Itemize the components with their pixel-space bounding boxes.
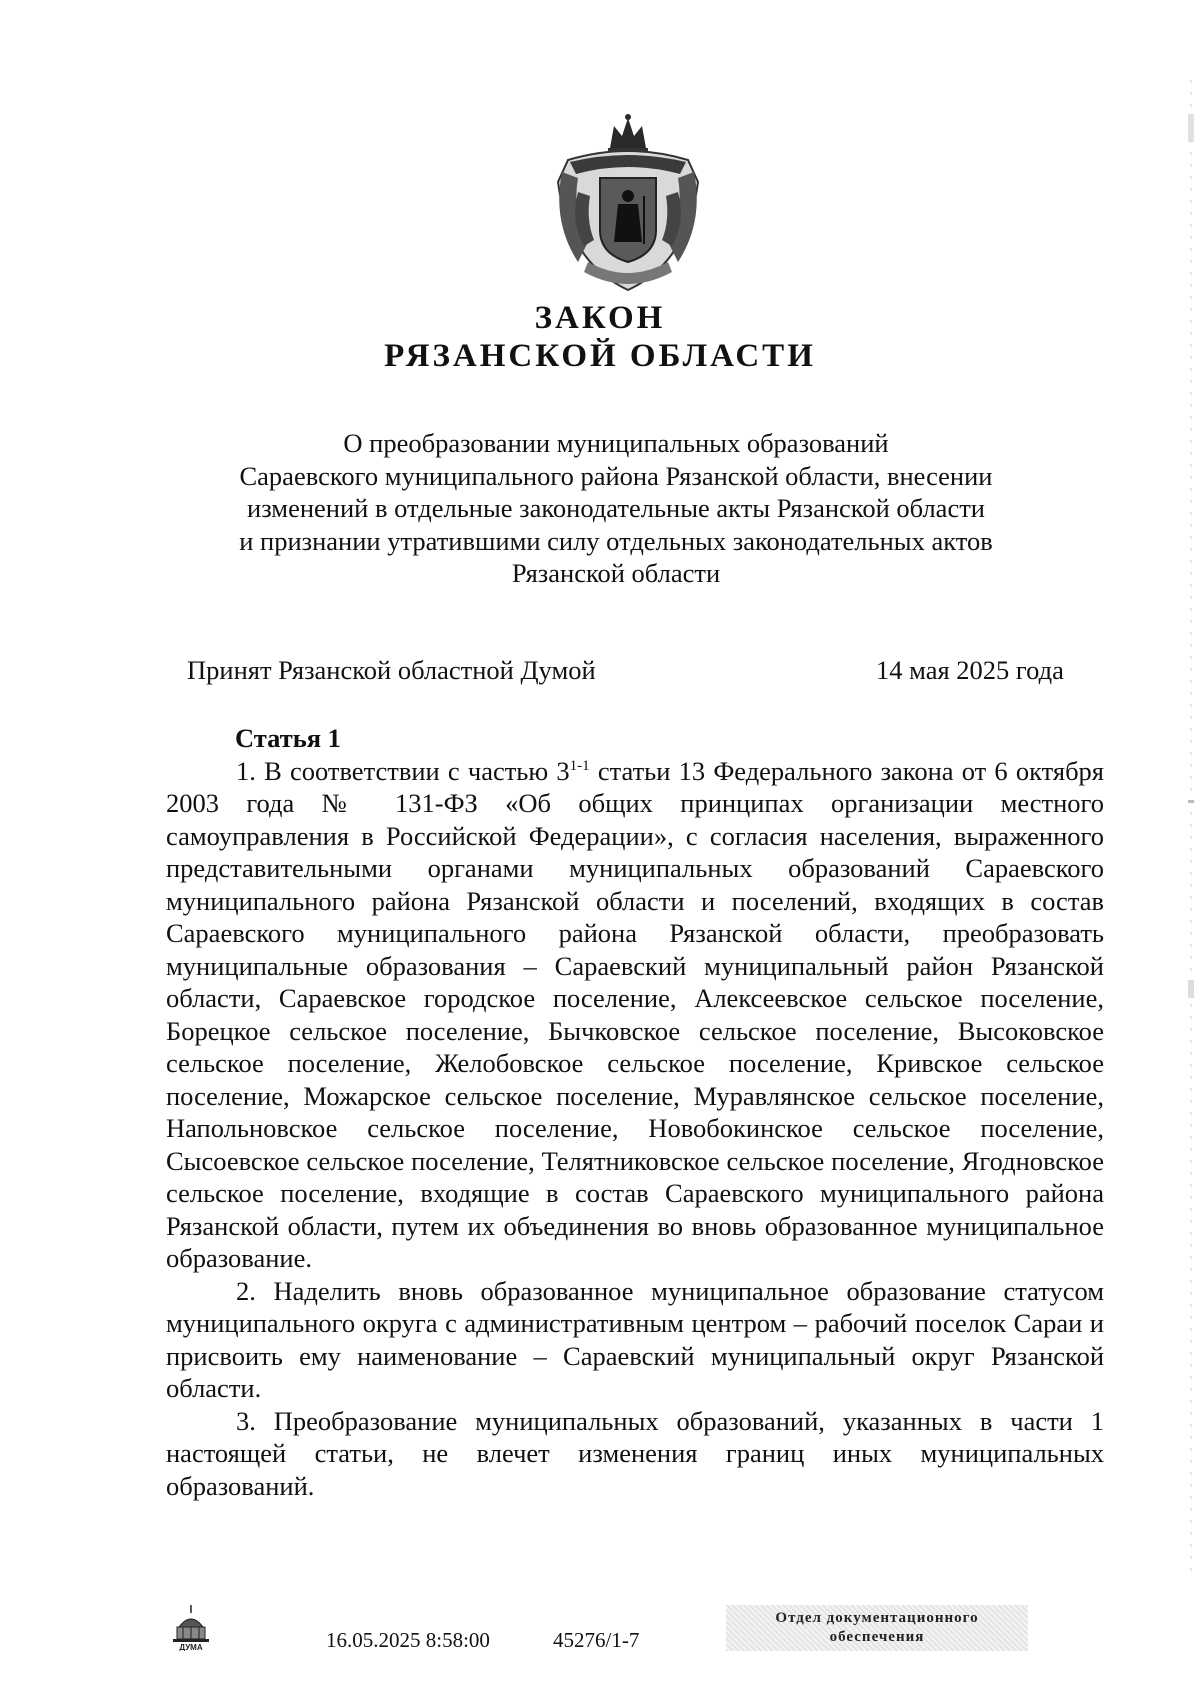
adopted-by: Принят Рязанской областной Думой [187, 655, 596, 685]
subject-line: Рязанской области [511, 558, 721, 588]
stamp-line: Отдел документационного [775, 1610, 979, 1626]
scan-edge-marks [1186, 80, 1196, 1580]
coat-of-arms-emblem [548, 112, 708, 297]
duma-logo-text: ДУМА [179, 1643, 203, 1651]
department-stamp [726, 1605, 1028, 1651]
paragraph-text: статьи 13 Федерального закона от 6 октября 2003 года № 131-ФЗ «Об общих принципах организации местного самоуправления в Российской Федерации», с согласия населения, выраженного представительными органами муниципальных образований Сараевского муниципального района Рязанской области и поселений, входящих в состав Сараевского муниципального района Рязанской области, преобразовать муниципальные образования – Сараевский муниципальный район Рязанской области, Сараевское городское поселение, Алексеевское сельское поселение, Борецкое сельское поселение, Бычковское сельское поселение, Высоковское сельское поселение, Желобовское сельское поселение, Кривское сельское поселение, Можарское сельское поселение, Муравлянское сельское поселение, Напольновское сельское поселение, Новобокинское сельское поселение, Сысоевское сельское поселение, Телятниковское сельское поселение, Ягодновское сельское поселение, входящие в состав Сараевского муниципального района Рязанской области, путем их объединения во вновь образованное муниципальное образование. [166, 755, 1104, 1273]
paragraph-text: 1. В соответствии с частью 3 [236, 755, 570, 786]
subject-line: и признании утратившими силу отдельных законодательных актов [239, 525, 993, 556]
article-paragraph-3: 3. Преобразование муниципальных образований, указанных в части 1 настоящей статьи, не влечет изменения границ иных муниципальных образований. [166, 1405, 1104, 1501]
print-timestamp: 16.05.2025 8:58:00 [326, 1628, 490, 1652]
law-region-title: РЯЗАНСКОЙ ОБЛАСТИ [384, 338, 816, 374]
article-body [166, 722, 1104, 1502]
article-paragraph-2: 2. Наделить вновь образованное муниципальное образование статусом муниципального округа с административным центром – рабочий поселок Сараи и присвоить ему наименование – Сараевский муниципальный округ Рязанской области. [166, 1275, 1104, 1403]
superscript-index: 1-1 [569, 757, 590, 774]
subject-line: изменений в отдельные законодательные акты Рязанской области [247, 493, 985, 523]
law-title: ЗАКОН [534, 300, 666, 336]
adoption-date: 14 мая 2025 года [876, 655, 1064, 685]
law-subject [200, 427, 1032, 590]
duma-logo-icon [171, 1603, 211, 1651]
article-heading: Статья 1 [235, 723, 341, 753]
subject-line: Сараевского муниципального района Рязанской области, внесении [239, 460, 993, 491]
article-paragraph-1 [166, 755, 1104, 1275]
subject-line: О преобразовании муниципальных образований [343, 428, 889, 458]
stamp-line: обеспечения [829, 1629, 925, 1645]
registration-number: 45276/1-7 [553, 1628, 640, 1652]
